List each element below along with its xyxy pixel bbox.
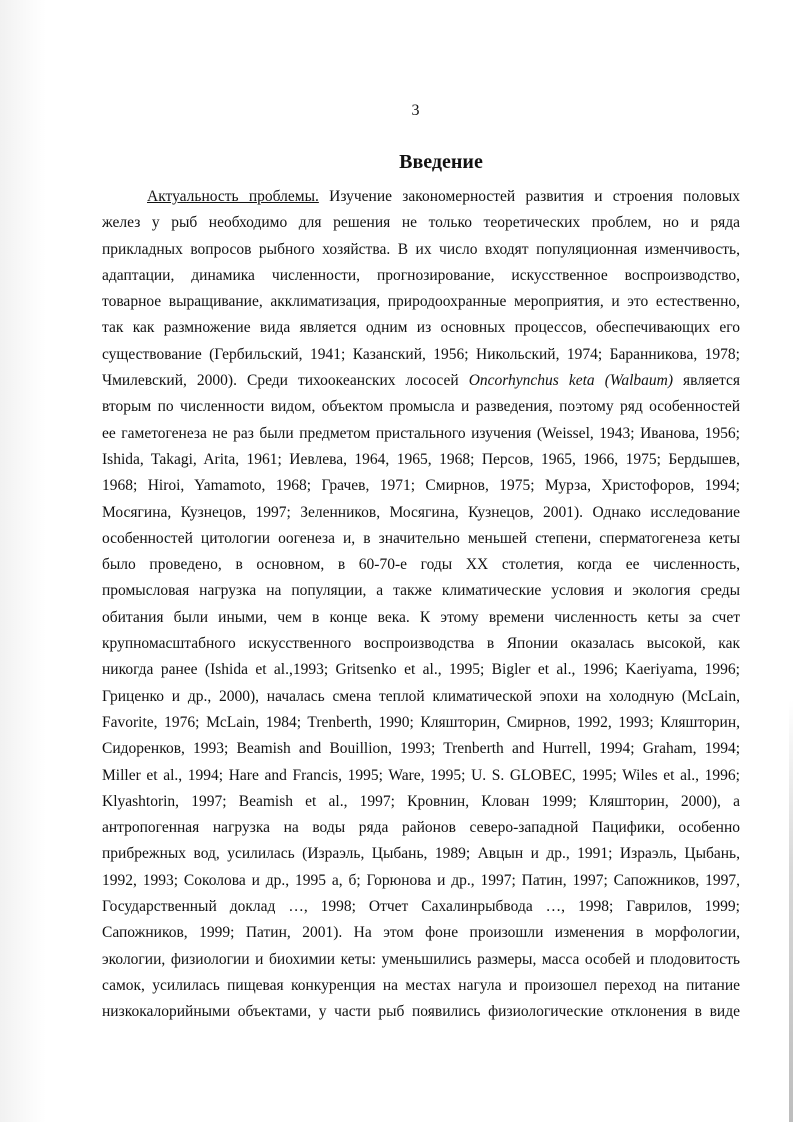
text-line: вторым по численности видом, объектом промысла и разведения, поэтому ряд особенностей	[102, 398, 740, 416]
text-line: Ishida, Takagi, Arita, 1961; Иевлева, 1964, 1965, 1968; Персов, 1965, 1966, 1975; Бердышев,	[102, 450, 740, 468]
text-line: адаптации, динамика численности, прогнозирование, искусственное воспроизводство,	[102, 266, 740, 284]
text-line: низкокалорийными объектами, у части рыб появились физиологические отклонения в виде	[102, 1003, 740, 1021]
text-line: Miller et al., 1994; Hare and Francis, 1995; Ware, 1995; U. S. GLOBEC, 1995; Wiles et al., 1996;	[102, 766, 740, 784]
text-line: товарное выращивание, акклиматизация, природоохранные мероприятия, и это естественно,	[102, 293, 740, 311]
text-line: желез у рыб необходимо для решения не только теоретических проблем, но и ряда	[102, 214, 740, 232]
text-line: никогда ранее (Ishida et al.,1993; Gritsenko et al., 1995; Bigler et al., 1996; Kaeriyama, 1996;	[102, 661, 740, 679]
text-line: Государственный доклад …, 1998; Отчет Сахалинрыбвода …, 1998; Гаврилов, 1999;	[102, 898, 740, 916]
text-line: Мосягина, Кузнецов, 1997; Зеленников, Мосягина, Кузнецов, 2001). Однако исследование	[102, 503, 740, 521]
text-line: 1992, 1993; Соколова и др., 1995 а, б; Горюнова и др., 1997; Патин, 1997; Сапожников, 1997,	[102, 871, 740, 889]
text-line: Сидоренков, 1993; Beamish and Bouillion, 1993; Trenberth and Hurrell, 1994; Graham, 1994;	[102, 740, 740, 758]
text-line: так как размножение вида является одним из основных процессов, обеспечивающих его	[102, 319, 740, 337]
text-line: самок, усилилась пищевая конкуренция на местах нагула и произошел переход на питание	[102, 976, 740, 994]
text-line: Klyashtorin, 1997; Beamish et al., 1997; Кровнин, Клован 1999; Кляшторин, 2000), а	[102, 792, 740, 810]
text-line: Сапожников, 1999; Патин, 2001). На этом фоне произошли изменения в морфологии,	[102, 924, 740, 942]
text-line: прибрежных вод, усилилась (Израэль, Цыбань, 1989; Авцын и др., 1991; Израэль, Цыбань,	[102, 845, 740, 863]
text-line: промысловая нагрузка на популяции, а также климатические условия и экология среды	[102, 582, 740, 600]
text-line-before-species: Чмилевский, 2000). Среди тихоокеанских лососей	[102, 372, 469, 390]
text-line: Гриценко и др., 2000), началась смена теплой климатической эпохи на холодную (McLain,	[102, 687, 740, 705]
text-line	[102, 184, 740, 210]
page-number: 3	[411, 102, 420, 119]
text-line-content: Изучение закономерностей развития и строения половых	[318, 188, 740, 205]
section-heading: Введение	[399, 151, 483, 173]
text-line	[102, 368, 740, 394]
text-line: особенностей цитологии оогенеза и, в значительно меньшей степени, сперматогенеза кеты	[102, 529, 740, 547]
text-line: антропогенная нагрузка на воды ряда районов северо-западной Пацифики, особенно	[102, 819, 740, 837]
section-lead-label: Актуальность проблемы.	[147, 188, 319, 205]
text-line: существование (Гербильский, 1941; Казанский, 1956; Никольский, 1974; Баранникова, 1978;	[102, 345, 740, 363]
species-name: Oncorhynchus keta (Walbaum)	[468, 372, 674, 390]
text-line: крупномасштабного искусственного воспроизводства в Японии оказалась высокой, как	[102, 635, 740, 653]
text-line-after-species: является	[673, 372, 740, 390]
text-line: прикладных вопросов рыбного хозяйства. В их число входят популяционная изменчивость,	[102, 240, 740, 258]
text-line: 1968; Hiroi, Yamamoto, 1968; Грачев, 1971; Смирнов, 1975; Мурза, Христофоров, 1994;	[102, 477, 740, 495]
text-line: обитания были иными, чем в конце века. К этому времени численность кеты за счет	[102, 608, 740, 626]
text-line: ее гаметогенеза не раз были предметом пристального изучения (Weissel, 1943; Иванова, 1956;	[102, 424, 740, 442]
scan-right-edge	[789, 700, 793, 1122]
text-line: экологии, физиологии и биохимии кеты: уменьшились размеры, масса особей и плодовитость	[102, 950, 740, 968]
text-line: было проведено, в основном, в 60-70-е годы XX столетия, когда ее численность,	[102, 556, 740, 574]
introduction-paragraph	[102, 184, 740, 1026]
text-line: Favorite, 1976; McLain, 1984; Trenberth, 1990; Кляшторин, Смирнов, 1992, 1993; Кляшторин,	[102, 713, 740, 731]
